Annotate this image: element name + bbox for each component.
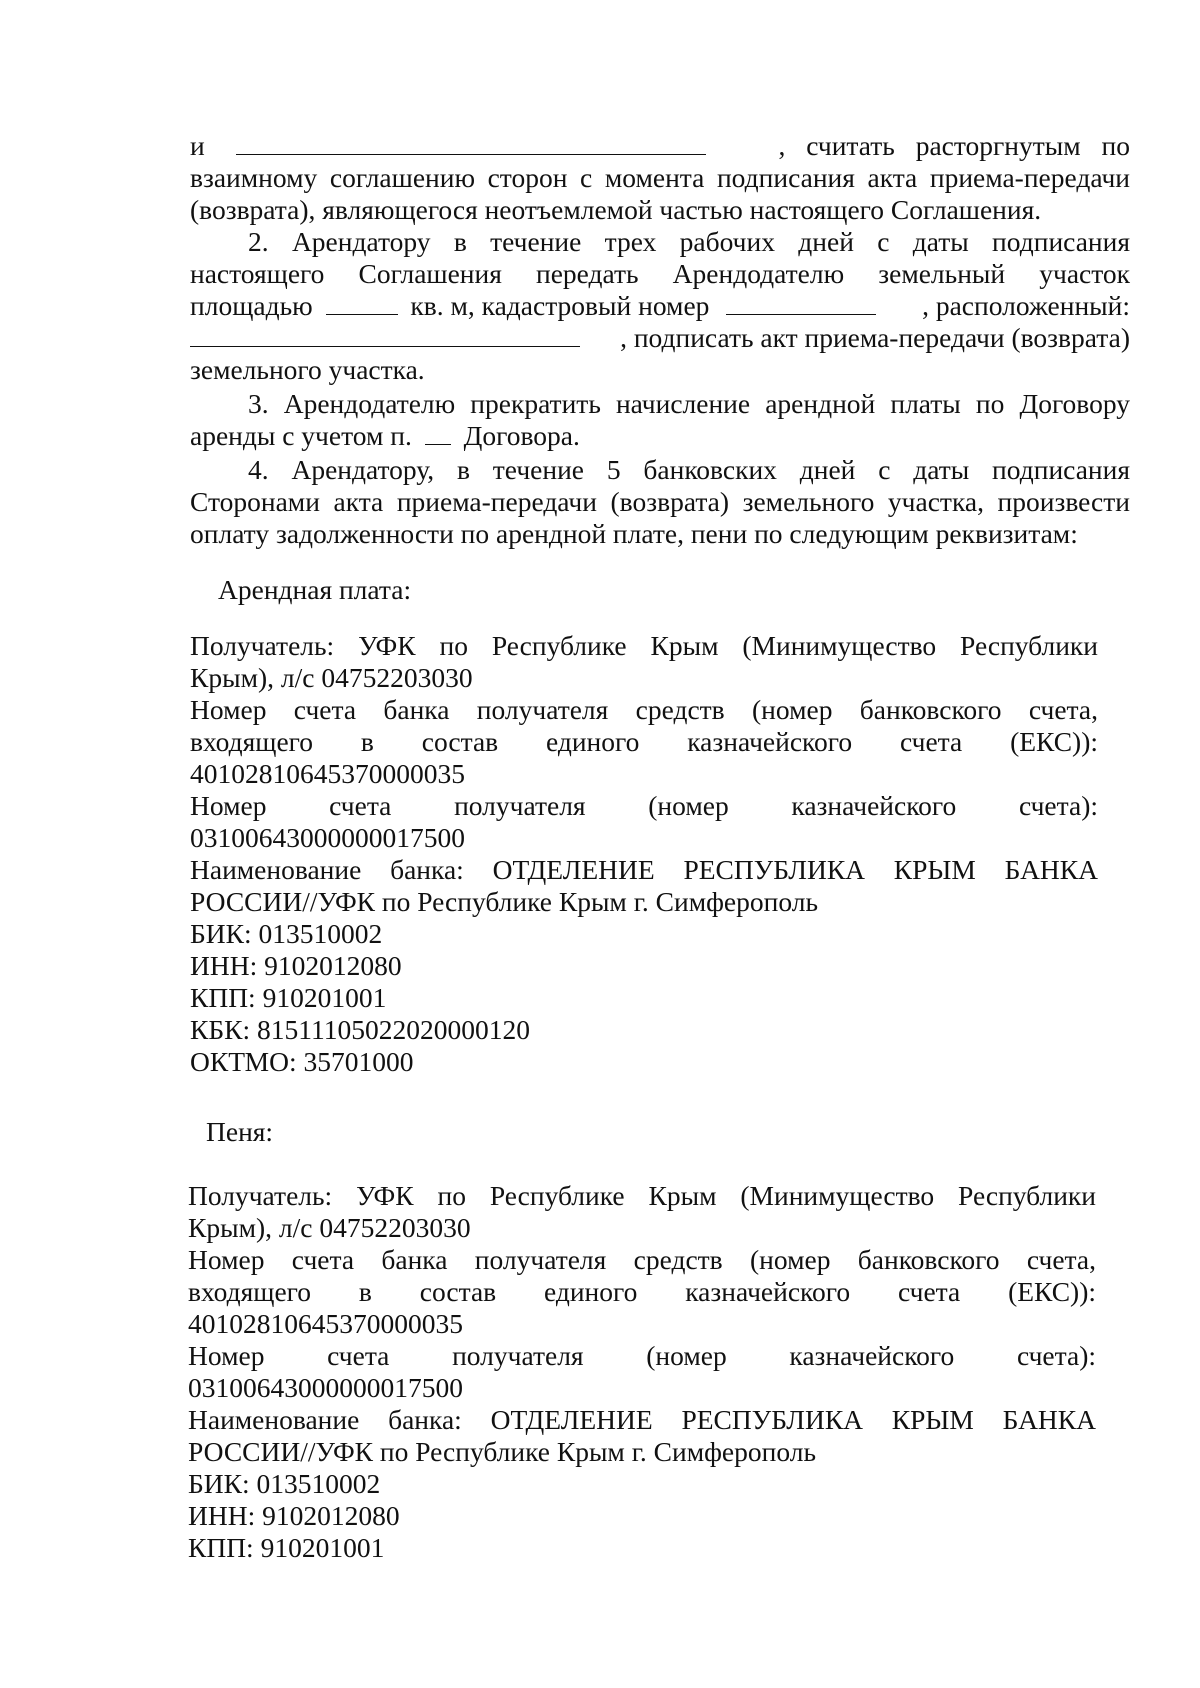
penalty-bank-line-2: РОССИИ//УФК по Республике Крым г. Симферополь	[188, 1436, 816, 1467]
rent-inn: ИНН: 9102012080	[190, 950, 402, 981]
item-2-line-1: 2. Арендатору в течение трех рабочих дней с даты подписания	[248, 226, 1130, 257]
conjunction-text: и	[190, 130, 205, 161]
penalty-recipient-line-1: Получатель: УФК по Республике Крым (Минимущество Республики	[188, 1180, 1096, 1211]
cadastral-label: кв. м, кадастровый номер	[410, 290, 710, 321]
item-4-line-1: 4. Арендатору, в течение 5 банковских дней с даты подписания	[248, 454, 1130, 485]
penalty-account-line-1: Номер счета банка получателя средств (номер банковского счета,	[188, 1244, 1096, 1275]
penalty-account-line-2: входящего в состав единого казначейского счета (ЕКС)):	[188, 1276, 1096, 1307]
rent-treasury-number: 03100643000000017500	[190, 822, 465, 853]
rent-account-number: 40102810645370000035	[190, 758, 465, 789]
item-2-line-2: настоящего Соглашения передать Арендодателю земельный участок	[190, 258, 1130, 289]
cadastral-number-blank	[726, 290, 876, 315]
penalty-heading: Пеня:	[206, 1116, 274, 1147]
rent-treasury-line-1: Номер счета получателя (номер казначейского счета):	[190, 790, 1098, 821]
termination-line-1	[190, 130, 1130, 162]
rent-kpp: КПП: 910201001	[190, 982, 387, 1013]
termination-text: , считать расторгнутым по	[778, 130, 1130, 161]
item-2-line-5: земельного участка.	[190, 354, 425, 385]
sign-act-text: , подписать акт приема-передачи (возврата)	[620, 322, 1130, 353]
termination-line-2: взаимному соглашению сторон с момента подписания акта приема-передачи	[190, 162, 1130, 193]
location-blank	[190, 322, 580, 347]
penalty-bik: БИК: 013510002	[188, 1468, 381, 1499]
contract-label: Договора.	[463, 420, 580, 451]
penalty-treasury-number: 03100643000000017500	[188, 1372, 463, 1403]
rent-account-line-1: Номер счета банка получателя средств (номер банковского счета,	[190, 694, 1098, 725]
item-3-line-2	[190, 420, 1130, 452]
clause-reference-label: аренды с учетом п.	[190, 420, 412, 451]
penalty-kpp: КПП: 910201001	[188, 1532, 385, 1563]
area-blank	[326, 290, 398, 315]
party-name-blank	[236, 130, 706, 155]
location-label: , расположенный:	[922, 290, 1130, 321]
rent-kbk: КБК: 81511105022020000120	[190, 1014, 530, 1045]
penalty-inn: ИНН: 9102012080	[188, 1500, 400, 1531]
item-2-line-3	[190, 290, 1130, 322]
rent-recipient-line-2: Крым), л/с 04752203030	[190, 662, 473, 693]
rent-account-line-2: входящего в состав единого казначейского счета (ЕКС)):	[190, 726, 1098, 757]
clause-number-blank	[425, 420, 451, 445]
item-4-line-2: Сторонами акта приема-передачи (возврата) земельного участка, произвести	[190, 486, 1130, 517]
rent-bik: БИК: 013510002	[190, 918, 383, 949]
penalty-bank-line-1: Наименование банка: ОТДЕЛЕНИЕ РЕСПУБЛИКА КРЫМ БАНКА	[188, 1404, 1096, 1435]
item-4-line-3: оплату задолженности по арендной плате, пени по следующим реквизитам:	[190, 518, 1078, 549]
termination-line-3: (возврата), являющегося неотъемлемой частью настоящего Соглашения.	[190, 194, 1042, 225]
penalty-account-number: 40102810645370000035	[188, 1308, 463, 1339]
penalty-treasury-line-1: Номер счета получателя (номер казначейского счета):	[188, 1340, 1096, 1371]
rent-recipient-line-1: Получатель: УФК по Республике Крым (Минимущество Республики	[190, 630, 1098, 661]
penalty-recipient-line-2: Крым), л/с 04752203030	[188, 1212, 471, 1243]
rent-bank-line-1: Наименование банка: ОТДЕЛЕНИЕ РЕСПУБЛИКА КРЫМ БАНКА	[190, 854, 1098, 885]
area-label: площадью	[190, 290, 313, 321]
rent-heading: Арендная плата:	[218, 574, 412, 605]
rent-bank-line-2: РОССИИ//УФК по Республике Крым г. Симферополь	[190, 886, 818, 917]
rent-oktmo: ОКТМО: 35701000	[190, 1046, 414, 1077]
item-3-line-1: 3. Арендодателю прекратить начисление арендной платы по Договору	[248, 388, 1130, 419]
item-2-line-4	[190, 322, 1130, 354]
